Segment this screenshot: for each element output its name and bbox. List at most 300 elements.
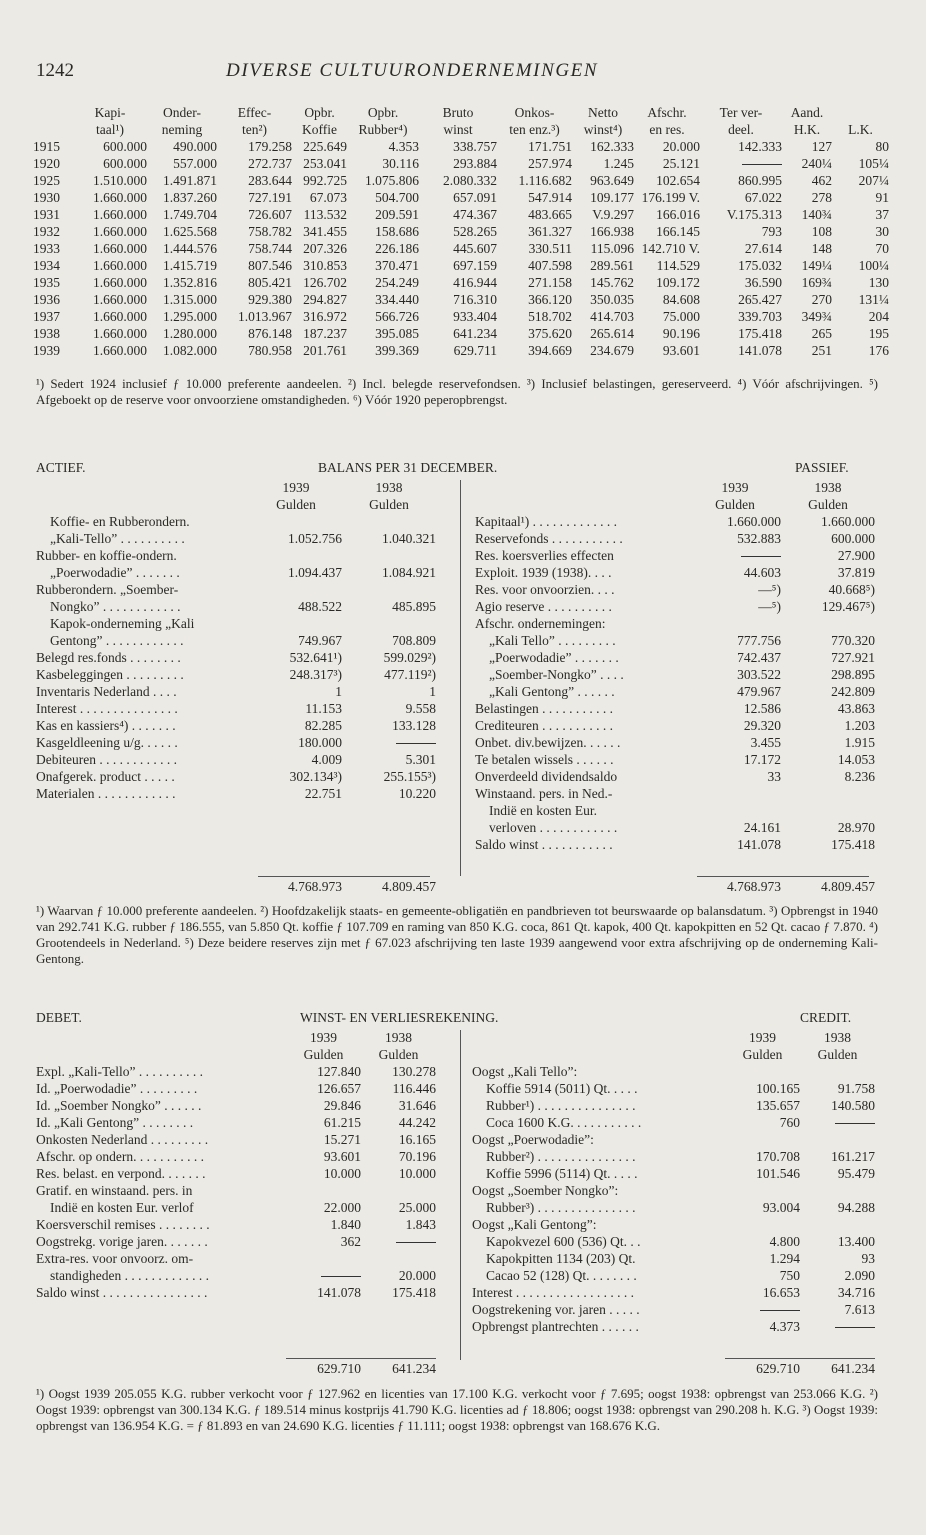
item-label: Interest . . . . . . . . . . . . . . .: [36, 701, 178, 716]
item-label: Debiteuren . . . . . . . . . . . .: [36, 752, 177, 767]
value-cell: 780.958: [248, 343, 292, 358]
value-cell: 283.644: [248, 173, 292, 188]
amount-1939: 1.660.000: [727, 514, 781, 529]
value-cell: 114.529: [656, 258, 700, 273]
table-row: [33, 189, 889, 206]
value-cell: 1.295.000: [163, 309, 217, 324]
amount-1939: 180.000: [298, 735, 342, 750]
value-cell: 166.145: [656, 224, 700, 239]
value-cell: 176: [868, 343, 889, 358]
value-cell: 1.660.000: [93, 207, 147, 222]
ledger-row: [36, 615, 436, 632]
column-header: [33, 121, 73, 138]
value-cell: 629.711: [453, 343, 497, 358]
balance-title: BALANS PER 31 DECEMBER.: [318, 460, 498, 475]
currency-header: Gulden: [817, 1047, 858, 1062]
ledger-row: [36, 785, 436, 802]
value-cell: 341.455: [303, 224, 347, 239]
column-header: Rubber⁴): [358, 122, 408, 137]
amount-1938: 161.217: [831, 1149, 875, 1164]
amount-1939: [725, 1301, 800, 1318]
credit-label: CREDIT.: [800, 1010, 852, 1025]
year-cell: 1938: [33, 326, 60, 341]
item-label: Kas en kassiers⁴) . . . . . . .: [36, 718, 176, 733]
ledger-row: [36, 700, 436, 717]
table-row: [33, 206, 889, 223]
value-cell: 175.032: [738, 258, 782, 273]
ledger-row: [36, 547, 436, 564]
value-cell: 253.041: [303, 156, 347, 171]
value-cell: 361.327: [528, 224, 572, 239]
ledger-row: [36, 1148, 436, 1165]
value-cell: 127: [811, 139, 832, 154]
value-cell: 109.177: [590, 190, 634, 205]
ledger-row: [472, 1284, 875, 1301]
amount-1939: 22.000: [323, 1200, 361, 1215]
value-cell: 289.561: [590, 258, 634, 273]
ledger-row: [472, 1318, 875, 1335]
amount-1938: 8.236: [844, 769, 875, 784]
value-cell: 175.418: [738, 326, 782, 341]
value-cell: 1.352.816: [163, 275, 217, 290]
item-label: Belastingen . . . . . . . . . . .: [475, 701, 613, 716]
value-cell: 271.158: [528, 275, 572, 290]
amount-1939: 16.653: [762, 1285, 800, 1300]
year-cell: 1939: [33, 343, 60, 358]
actief-column-headers: [36, 479, 436, 513]
ledger-row: [472, 1216, 875, 1233]
amount-1939: 82.285: [304, 718, 342, 733]
passief-total-rule: [697, 876, 869, 877]
amount-1938: 1.203: [844, 718, 875, 733]
value-cell: 807.546: [248, 258, 292, 273]
table-row: [33, 342, 889, 359]
value-cell: 366.120: [528, 292, 572, 307]
amount-1939: 1: [335, 684, 342, 699]
amount-1939: 29.320: [743, 718, 781, 733]
value-cell: [700, 155, 782, 172]
amount-1939: 1.294: [769, 1251, 800, 1266]
ledger-row: [475, 683, 875, 700]
page-number: 1242: [36, 60, 74, 81]
value-cell: 142.710 V.: [641, 241, 700, 256]
amount-1939: 302.134³): [289, 769, 342, 784]
ledger-row: [36, 683, 436, 700]
ledger-row: [36, 1097, 436, 1114]
amount-1939: 93.601: [323, 1149, 361, 1164]
amount-1938: 40.668⁵): [828, 582, 875, 597]
year-header: 1939: [749, 1030, 776, 1045]
item-label: Interest . . . . . . . . . . . . . . . . . .: [472, 1285, 634, 1300]
amount-1939: 11.153: [305, 701, 342, 716]
year-cell: 1937: [33, 309, 60, 324]
item-label: Rubber¹) . . . . . . . . . . . . . . .: [486, 1098, 636, 1113]
amount-1938: 1.084.921: [382, 565, 436, 580]
item-label: Rubber³) . . . . . . . . . . . . . . .: [486, 1200, 636, 1215]
item-label: Oogst „Poerwodadie”:: [472, 1132, 594, 1147]
item-label: Id. „Poerwodadie” . . . . . . . . .: [36, 1081, 198, 1096]
amount-1938: 600.000: [831, 531, 875, 546]
ledger-row: [36, 734, 436, 751]
pl-title: WINST- EN VERLIESREKENING.: [300, 1010, 499, 1025]
amount-1939: 12.586: [743, 701, 781, 716]
item-label: Winstaand. pers. in Ned.-: [475, 786, 613, 801]
column-header: en res.: [649, 122, 685, 137]
amount-1939: 101.546: [756, 1166, 800, 1181]
amount-1938: 10.220: [398, 786, 436, 801]
amount-1938: 130.278: [392, 1064, 436, 1079]
actief-total-1939: 4.768.973: [288, 879, 342, 894]
value-cell: 1.749.704: [163, 207, 217, 222]
amount-1939: [286, 1267, 361, 1284]
amount-1938: [342, 581, 436, 598]
passief-total: [475, 878, 875, 895]
table-row: [33, 138, 889, 155]
value-cell: V.9.297: [592, 207, 634, 222]
ledger-row: [36, 751, 436, 768]
value-cell: 566.726: [375, 309, 419, 324]
value-cell: 265: [811, 326, 832, 341]
value-cell: 1.510.000: [93, 173, 147, 188]
column-header: deel.: [728, 122, 754, 137]
ledger-row: [36, 717, 436, 734]
amount-1938: [361, 1233, 436, 1250]
item-label: Rubber²) . . . . . . . . . . . . . . .: [486, 1149, 636, 1164]
table-row: [33, 223, 889, 240]
value-cell: 727.191: [248, 190, 292, 205]
item-label: „Kali Tello” . . . . . . . . .: [489, 633, 616, 648]
item-label: Koffie- en Rubberondern.: [50, 514, 190, 529]
value-cell: 876.148: [248, 326, 292, 341]
value-cell: 1.315.000: [163, 292, 217, 307]
amount-1938: 129.467⁵): [821, 599, 875, 614]
item-label: „Poerwodadie” . . . . . . .: [50, 565, 180, 580]
value-cell: 805.421: [248, 275, 292, 290]
value-cell: 716.310: [453, 292, 497, 307]
ledger-row: [36, 632, 436, 649]
value-cell: 30.116: [382, 156, 419, 171]
column-header: Kapi-: [94, 105, 126, 120]
nil-dash: [835, 1123, 875, 1124]
column-header: [832, 104, 889, 121]
value-cell: 657.091: [453, 190, 497, 205]
amount-1938: [800, 1114, 875, 1131]
ledger-row: [36, 564, 436, 581]
ledger-row: [475, 802, 875, 819]
item-label: Indië en kosten Eur. verlof: [50, 1200, 194, 1215]
amount-1938: [800, 1216, 875, 1233]
amount-1938: 140.580: [831, 1098, 875, 1113]
ledger-row: [475, 666, 875, 683]
ledger-row: [475, 547, 875, 564]
item-label: Gentong” . . . . . . . . . . . .: [50, 633, 184, 648]
amount-1939: 1.052.756: [288, 531, 342, 546]
value-cell: 270: [811, 292, 832, 307]
amount-1938: 175.418: [831, 837, 875, 852]
value-cell: 27.614: [744, 241, 782, 256]
debet-total-1938: 641.234: [392, 1361, 436, 1376]
column-header: [33, 104, 73, 121]
value-cell: 272.737: [248, 156, 292, 171]
value-cell: 793: [761, 224, 782, 239]
amount-1938: [800, 1182, 875, 1199]
nil-dash: [835, 1327, 875, 1328]
amount-1938: [342, 615, 436, 632]
value-cell: 115.096: [590, 241, 634, 256]
passief-total-1938: 4.809.457: [821, 879, 875, 894]
item-label: standigheden . . . . . . . . . . . . .: [50, 1268, 209, 1283]
amount-1938: 1.915: [844, 735, 875, 750]
currency-header: Gulden: [715, 497, 755, 512]
value-cell: 395.085: [375, 326, 419, 341]
ledger-row: [36, 1182, 436, 1199]
amount-1939: [689, 785, 781, 802]
actief-total-1938: 4.809.457: [382, 879, 436, 894]
amount-1939: [689, 802, 781, 819]
ledger-row: [36, 666, 436, 683]
amount-1939: 362: [340, 1234, 361, 1249]
value-cell: 67.022: [744, 190, 782, 205]
amount-1939: 1.840: [330, 1217, 361, 1232]
value-cell: 350.035: [590, 292, 634, 307]
year-cell: 1925: [33, 173, 60, 188]
item-label: Reservefonds . . . . . . . . . . .: [475, 531, 623, 546]
item-label: Res. belast. en verpond. . . . . . .: [36, 1166, 206, 1181]
year-cell: 1934: [33, 258, 60, 273]
item-label: Afschr. ondernemingen:: [475, 616, 606, 631]
amount-1938: 94.288: [837, 1200, 875, 1215]
column-header: Aand.: [790, 105, 824, 120]
amount-1938: 7.613: [844, 1302, 875, 1317]
value-cell: 933.404: [453, 309, 497, 324]
header-row: [33, 121, 889, 138]
value-cell: 226.186: [375, 241, 419, 256]
amount-1938: 1.843: [405, 1217, 436, 1232]
nil-dash: [760, 1310, 800, 1311]
yearly-results-footnote: ¹) Sedert 1924 inclusief ƒ 10.000 preferente aandeelen. ²) Incl. belegde reservefondsen. ³) Inclusief belastingen, gereserveerd. ⁴) Vóór afschrijvingen. ⁵) Afgeboekt op de reserve voor onvoorziene omstandigheden. ⁶) Vóór 1920 peperopbrengst.: [36, 376, 878, 407]
item-label: Coca 1600 K.G. . . . . . . . . . .: [486, 1115, 642, 1130]
value-cell: 141.078: [738, 343, 782, 358]
amount-1939: 93.004: [762, 1200, 800, 1215]
amount-1938: 1.660.000: [821, 514, 875, 529]
year-header: 1939: [310, 1030, 337, 1045]
value-cell: 1.660.000: [93, 258, 147, 273]
value-cell: 1.444.576: [163, 241, 217, 256]
value-cell: 254.249: [375, 275, 419, 290]
column-header: Koffie: [302, 122, 337, 137]
amount-1938: 770.320: [831, 633, 875, 648]
item-label: „Kali-Tello” . . . . . . . . . .: [50, 531, 185, 546]
ledger-row: [472, 1097, 875, 1114]
amount-1938: 95.479: [837, 1166, 875, 1181]
column-header: Afschr.: [647, 105, 687, 120]
column-header: ten enz.³): [509, 122, 560, 137]
table-row: [33, 308, 889, 325]
ledger-row: [475, 700, 875, 717]
amount-1938: 599.029²): [383, 650, 436, 665]
item-label: Materialen . . . . . . . . . . . .: [36, 786, 176, 801]
value-cell: 207¼: [858, 173, 889, 188]
year-cell: 1936: [33, 292, 60, 307]
value-cell: 105¼: [858, 156, 889, 171]
amount-1938: 2.090: [844, 1268, 875, 1283]
item-label: verloven . . . . . . . . . . . .: [489, 820, 618, 835]
item-label: Rubberondern. „Soember-: [36, 582, 179, 597]
ledger-row: [475, 836, 875, 853]
amount-1938: 37.819: [837, 565, 875, 580]
ledger-row: [36, 1114, 436, 1131]
ledger-row: [472, 1233, 875, 1250]
value-cell: 483.665: [528, 207, 572, 222]
amount-1939: 44.603: [743, 565, 781, 580]
value-cell: 162.333: [590, 139, 634, 154]
amount-1939: [689, 547, 781, 564]
value-cell: 528.265: [453, 224, 497, 239]
value-cell: 370.471: [375, 258, 419, 273]
item-label: Kasbeleggingen . . . . . . . . .: [36, 667, 184, 682]
currency-header: Gulden: [276, 497, 316, 512]
column-header: Netto: [588, 105, 618, 120]
value-cell: 518.702: [528, 309, 572, 324]
amount-1939: 4.373: [769, 1319, 800, 1334]
value-cell: 490.000: [173, 139, 217, 154]
amount-1938: 298.895: [831, 667, 875, 682]
value-cell: 600.000: [103, 139, 147, 154]
running-header: [36, 62, 886, 86]
ledger-row: [36, 1165, 436, 1182]
value-cell: 166.016: [656, 207, 700, 222]
item-label: Oogst „Kali Gentong”:: [472, 1217, 597, 1232]
amount-1938: 14.053: [837, 752, 875, 767]
year-header: 1939: [282, 480, 310, 495]
value-cell: 126.702: [303, 275, 347, 290]
ledger-row: [475, 734, 875, 751]
amount-1939: 750: [779, 1268, 800, 1283]
value-cell: 294.827: [303, 292, 347, 307]
value-cell: 310.853: [303, 258, 347, 273]
item-label: „Poerwodadie” . . . . . . .: [489, 650, 619, 665]
ledger-row: [472, 1301, 875, 1318]
ledger-row: [475, 768, 875, 785]
amount-1939: [689, 615, 781, 632]
item-label: Koffie 5996 (5114) Qt. . . . .: [486, 1166, 638, 1181]
value-cell: 293.884: [453, 156, 497, 171]
item-label: Kasgeldleening u/g. . . . . .: [36, 735, 178, 750]
item-label: Nongko” . . . . . . . . . . . .: [50, 599, 181, 614]
passief-label: PASSIEF.: [795, 460, 849, 475]
amount-1938: 34.716: [837, 1285, 875, 1300]
amount-1939: 749.967: [298, 633, 342, 648]
column-header: ten²): [241, 122, 268, 137]
amount-1939: 3.455: [750, 735, 781, 750]
ledger-row: [472, 1267, 875, 1284]
amount-1939: [725, 1131, 800, 1148]
value-cell: 108: [811, 224, 832, 239]
credit-total: [472, 1360, 875, 1377]
value-cell: 187.237: [303, 326, 347, 341]
value-cell: 176.199 V.: [641, 190, 700, 205]
table-row: [33, 257, 889, 274]
amount-1939: 10.000: [323, 1166, 361, 1181]
value-cell: 758.782: [248, 224, 292, 239]
item-label: Id. „Kali Gentong” . . . . . . . .: [36, 1115, 194, 1130]
amount-1938: 28.970: [837, 820, 875, 835]
amount-1939: 22.751: [304, 786, 342, 801]
value-cell: 257.974: [528, 156, 572, 171]
credit-total-1938: 641.234: [831, 1361, 875, 1376]
value-cell: 504.700: [375, 190, 419, 205]
value-cell: 758.744: [248, 241, 292, 256]
debet-total-1939: 629.710: [317, 1361, 361, 1376]
value-cell: 84.608: [662, 292, 700, 307]
item-label: Exploit. 1939 (1938). . . .: [475, 565, 612, 580]
value-cell: 91: [875, 190, 889, 205]
item-label: Koersverschil remises . . . . . . . .: [36, 1217, 210, 1232]
amount-1939: 4.009: [311, 752, 342, 767]
ledger-row: [36, 530, 436, 547]
ledger-row: [475, 785, 875, 802]
value-cell: 209.591: [375, 207, 419, 222]
value-cell: 142.333: [738, 139, 782, 154]
value-cell: 963.649: [590, 173, 634, 188]
value-cell: 1.415.719: [163, 258, 217, 273]
value-cell: 1.013.967: [238, 309, 292, 324]
ledger-row: [36, 1250, 436, 1267]
value-cell: 1.660.000: [93, 275, 147, 290]
ledger-row: [36, 1080, 436, 1097]
item-label: Oogst „Soember Nongko”:: [472, 1183, 619, 1198]
amount-1939: [286, 1250, 361, 1267]
ledger-row: [472, 1165, 875, 1182]
amount-1939: —⁵): [758, 582, 781, 597]
value-cell: 992.725: [303, 173, 347, 188]
item-label: Opbrengst plantrechten . . . . . .: [472, 1319, 639, 1334]
value-cell: 1.245: [603, 156, 634, 171]
value-cell: 25.121: [662, 156, 700, 171]
amount-1938: 43.863: [837, 701, 875, 716]
value-cell: 149¼: [801, 258, 832, 273]
ledger-row: [36, 1233, 436, 1250]
value-cell: 1.625.568: [163, 224, 217, 239]
value-cell: 75.000: [662, 309, 700, 324]
column-header: Bruto: [442, 105, 474, 120]
value-cell: 547.914: [528, 190, 572, 205]
item-label: Saldo winst . . . . . . . . . . .: [475, 837, 613, 852]
item-label: Inventaris Nederland . . . .: [36, 684, 177, 699]
value-cell: 90.196: [662, 326, 700, 341]
amount-1939: [250, 581, 342, 598]
amount-1939: [250, 547, 342, 564]
passief-table: [475, 513, 875, 853]
column-header: Onkos-: [514, 105, 555, 120]
amount-1938: 116.446: [392, 1081, 436, 1096]
value-cell: 70: [875, 241, 889, 256]
value-cell: 240¼: [801, 156, 832, 171]
credit-table: [472, 1063, 875, 1335]
ledger-row: [36, 1199, 436, 1216]
debet-total: [36, 1360, 436, 1377]
item-label: Te betalen wissels . . . . . .: [475, 752, 614, 767]
item-label: „Soember-Nongko” . . . .: [489, 667, 624, 682]
column-header: H.K.: [793, 122, 821, 137]
column-header: Opbr.: [304, 105, 335, 120]
amount-1938: 175.418: [392, 1285, 436, 1300]
value-cell: 1.660.000: [93, 343, 147, 358]
currency-header: Gulden: [378, 1047, 419, 1062]
amount-1938: [342, 513, 436, 530]
value-cell: 445.607: [453, 241, 497, 256]
value-cell: 1.660.000: [93, 190, 147, 205]
